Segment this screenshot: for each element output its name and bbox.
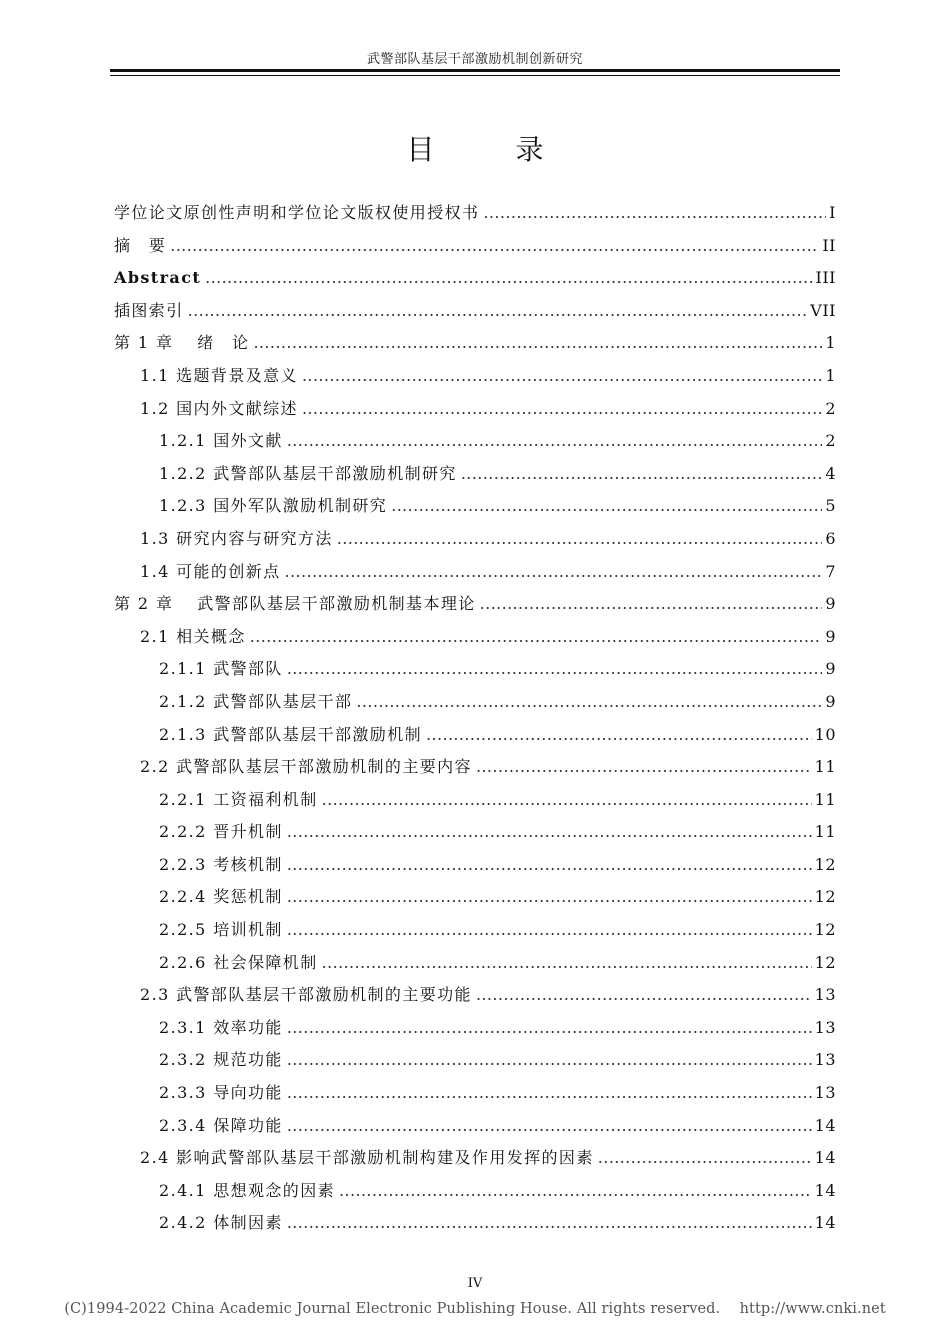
toc-entry-page: 13	[814, 1017, 836, 1037]
toc-dot-leader	[188, 295, 808, 328]
toc-entry[interactable]	[114, 523, 836, 556]
toc-entry-page: 13	[814, 1050, 836, 1070]
toc-entry-page: III	[815, 268, 836, 288]
toc-entry-page: 5	[825, 496, 836, 516]
toc-entry-label: 摘 要	[114, 235, 167, 255]
toc-entry-label: 2.3.3 导向功能	[159, 1083, 283, 1103]
toc-entry-page: II	[822, 235, 836, 255]
toc-entry[interactable]	[114, 556, 836, 589]
toc-dot-leader	[337, 523, 823, 556]
toc-entry[interactable]	[114, 979, 836, 1012]
toc-entry[interactable]	[114, 262, 836, 295]
toc-entry-page: 12	[814, 952, 836, 972]
toc-dot-leader	[339, 1175, 812, 1208]
toc-entry[interactable]	[114, 653, 836, 686]
toc-entry[interactable]	[114, 1012, 836, 1045]
toc-dot-leader	[287, 914, 812, 947]
toc-entry[interactable]	[114, 197, 836, 230]
table-of-contents	[114, 197, 836, 1240]
toc-entry-label: 2.3.2 规范功能	[159, 1050, 283, 1070]
toc-entry-page: 9	[825, 594, 836, 614]
toc-dot-leader	[287, 1012, 812, 1045]
toc-entry[interactable]	[114, 881, 836, 914]
toc-entry-label: 第 2 章 武警部队基层干部激励机制基本理论	[114, 594, 476, 614]
toc-dot-leader	[391, 490, 822, 523]
toc-entry[interactable]	[114, 230, 836, 263]
toc-entry-page: 2	[825, 398, 836, 418]
page-number: IV	[467, 1276, 483, 1291]
toc-entry-label: 2.1.2 武警部队基层干部	[159, 691, 353, 711]
toc-dot-leader	[287, 653, 823, 686]
toc-dot-leader	[285, 556, 823, 589]
toc-entry-page: 13	[814, 985, 836, 1005]
toc-dot-leader	[287, 425, 823, 458]
copyright-footer: (C)1994-2022 China Academic Journal Electronic Publishing House. All rights reserved. http://www.cnki.net	[64, 1301, 886, 1317]
toc-entry-label: 1.4 可能的创新点	[140, 561, 281, 581]
toc-dot-leader	[476, 979, 812, 1012]
toc-entry-label: 2.3.1 效率功能	[159, 1017, 283, 1037]
toc-entry-page: 12	[814, 920, 836, 940]
toc-entry-page: 11	[814, 757, 836, 777]
toc-entry[interactable]	[114, 1110, 836, 1143]
toc-entry[interactable]	[114, 327, 836, 360]
toc-entry-label: 1.1 选题背景及意义	[140, 365, 298, 385]
toc-entry[interactable]	[114, 295, 836, 328]
toc-entry[interactable]	[114, 947, 836, 980]
toc-entry-page: 9	[825, 626, 836, 646]
toc-entry-label: 1.2.3 国外军队激励机制研究	[159, 496, 388, 516]
toc-dot-leader	[287, 816, 812, 849]
toc-dot-leader	[426, 719, 812, 752]
toc-entry-label: 2.2 武警部队基层干部激励机制的主要内容	[140, 757, 472, 777]
toc-dot-leader	[461, 458, 823, 491]
toc-dot-leader	[302, 360, 822, 393]
toc-entry-label: 2.2.5 培训机制	[159, 920, 283, 940]
toc-entry[interactable]	[114, 458, 836, 491]
toc-dot-leader	[170, 230, 819, 263]
toc-entry[interactable]	[114, 686, 836, 719]
toc-dot-leader	[250, 621, 823, 654]
toc-dot-leader	[287, 1077, 812, 1110]
toc-entry-label: Abstract	[114, 268, 202, 288]
toc-dot-leader	[480, 588, 823, 621]
toc-entry[interactable]	[114, 360, 836, 393]
toc-dot-leader	[287, 881, 812, 914]
toc-entry[interactable]	[114, 1142, 836, 1175]
toc-dot-leader	[253, 327, 822, 360]
toc-entry[interactable]	[114, 621, 836, 654]
toc-entry-page: 12	[814, 854, 836, 874]
toc-entry-label: 2.2.4 奖惩机制	[159, 887, 283, 907]
toc-entry-page: VII	[810, 300, 836, 320]
toc-entry-label: 1.3 研究内容与研究方法	[140, 528, 333, 548]
toc-entry-label: 2.1 相关概念	[140, 626, 246, 646]
toc-entry-page: 14	[814, 1180, 836, 1200]
toc-dot-leader	[483, 197, 826, 230]
toc-entry-label: 2.3 武警部队基层干部激励机制的主要功能	[140, 985, 472, 1005]
toc-dot-leader	[287, 1044, 812, 1077]
toc-dot-leader	[205, 262, 812, 295]
toc-entry-label: 2.2.2 晋升机制	[159, 822, 283, 842]
toc-entry[interactable]	[114, 1077, 836, 1110]
toc-dot-leader	[287, 849, 812, 882]
toc-entry-page: 9	[825, 659, 836, 679]
toc-entry-page: 6	[825, 528, 836, 548]
toc-entry[interactable]	[114, 719, 836, 752]
toc-entry-page: 13	[814, 1083, 836, 1103]
toc-entry[interactable]	[114, 1044, 836, 1077]
toc-dot-leader	[322, 784, 812, 817]
toc-dot-leader	[287, 1110, 812, 1143]
toc-entry[interactable]	[114, 588, 836, 621]
toc-entry-label: 1.2.1 国外文献	[159, 431, 283, 451]
toc-entry-label: 1.2.2 武警部队基层干部激励机制研究	[159, 463, 457, 483]
toc-dot-leader	[476, 751, 812, 784]
toc-entry-label: 插图索引	[114, 300, 184, 320]
toc-entry-page: 1	[825, 333, 836, 353]
toc-dot-leader	[287, 1207, 812, 1240]
toc-entry-page: 7	[825, 561, 836, 581]
toc-dot-leader	[598, 1142, 812, 1175]
toc-entry-label: 2.2.1 工资福利机制	[159, 789, 318, 809]
toc-entry-page: 10	[814, 724, 836, 744]
toc-entry-page: 14	[814, 1213, 836, 1233]
running-header: 武警部队基层干部激励机制创新研究	[366, 52, 583, 67]
toc-entry-label: 学位论文原创性声明和学位论文版权使用授权书	[114, 203, 480, 222]
toc-title: 目 录	[406, 133, 580, 166]
toc-entry[interactable]	[114, 816, 836, 849]
toc-entry-label: 2.4.2 体制因素	[159, 1213, 283, 1233]
toc-entry-page: 14	[814, 1148, 836, 1168]
toc-dot-leader	[302, 393, 822, 426]
toc-entry-page: 11	[814, 789, 836, 809]
toc-entry-label: 2.2.6 社会保障机制	[159, 952, 318, 972]
toc-entry[interactable]	[114, 784, 836, 817]
toc-entry[interactable]	[114, 849, 836, 882]
toc-entry-label: 2.1.1 武警部队	[159, 659, 283, 679]
header-rule-thick	[110, 69, 840, 72]
toc-entry[interactable]	[114, 1175, 836, 1208]
toc-entry-page: 11	[814, 822, 836, 842]
toc-dot-leader	[322, 947, 812, 980]
toc-entry-label: 2.2.3 考核机制	[159, 854, 283, 874]
toc-entry[interactable]	[114, 914, 836, 947]
toc-entry-label: 2.3.4 保障功能	[159, 1115, 283, 1135]
toc-entry[interactable]	[114, 425, 836, 458]
toc-entry-page: 14	[814, 1115, 836, 1135]
toc-entry-page: 12	[814, 887, 836, 907]
toc-entry[interactable]	[114, 490, 836, 523]
toc-entry-page: 4	[825, 463, 836, 483]
toc-entry-page: 9	[825, 691, 836, 711]
toc-entry[interactable]	[114, 393, 836, 426]
header-rule-thin	[110, 75, 840, 76]
toc-dot-leader	[356, 686, 822, 719]
toc-entry-label: 2.4.1 思想观念的因素	[159, 1180, 335, 1200]
toc-entry[interactable]	[114, 1207, 836, 1240]
toc-entry-label: 1.2 国内外文献综述	[140, 398, 298, 418]
toc-entry-page: 2	[825, 431, 836, 451]
toc-entry-page: 1	[825, 365, 836, 385]
toc-entry-label: 2.4 影响武警部队基层干部激励机制构建及作用发挥的因素	[140, 1148, 594, 1168]
toc-entry-label: 2.1.3 武警部队基层干部激励机制	[159, 724, 422, 744]
toc-entry[interactable]	[114, 751, 836, 784]
toc-entry-page: I	[829, 203, 836, 222]
toc-entry-label: 第 1 章 绪 论	[114, 333, 250, 353]
